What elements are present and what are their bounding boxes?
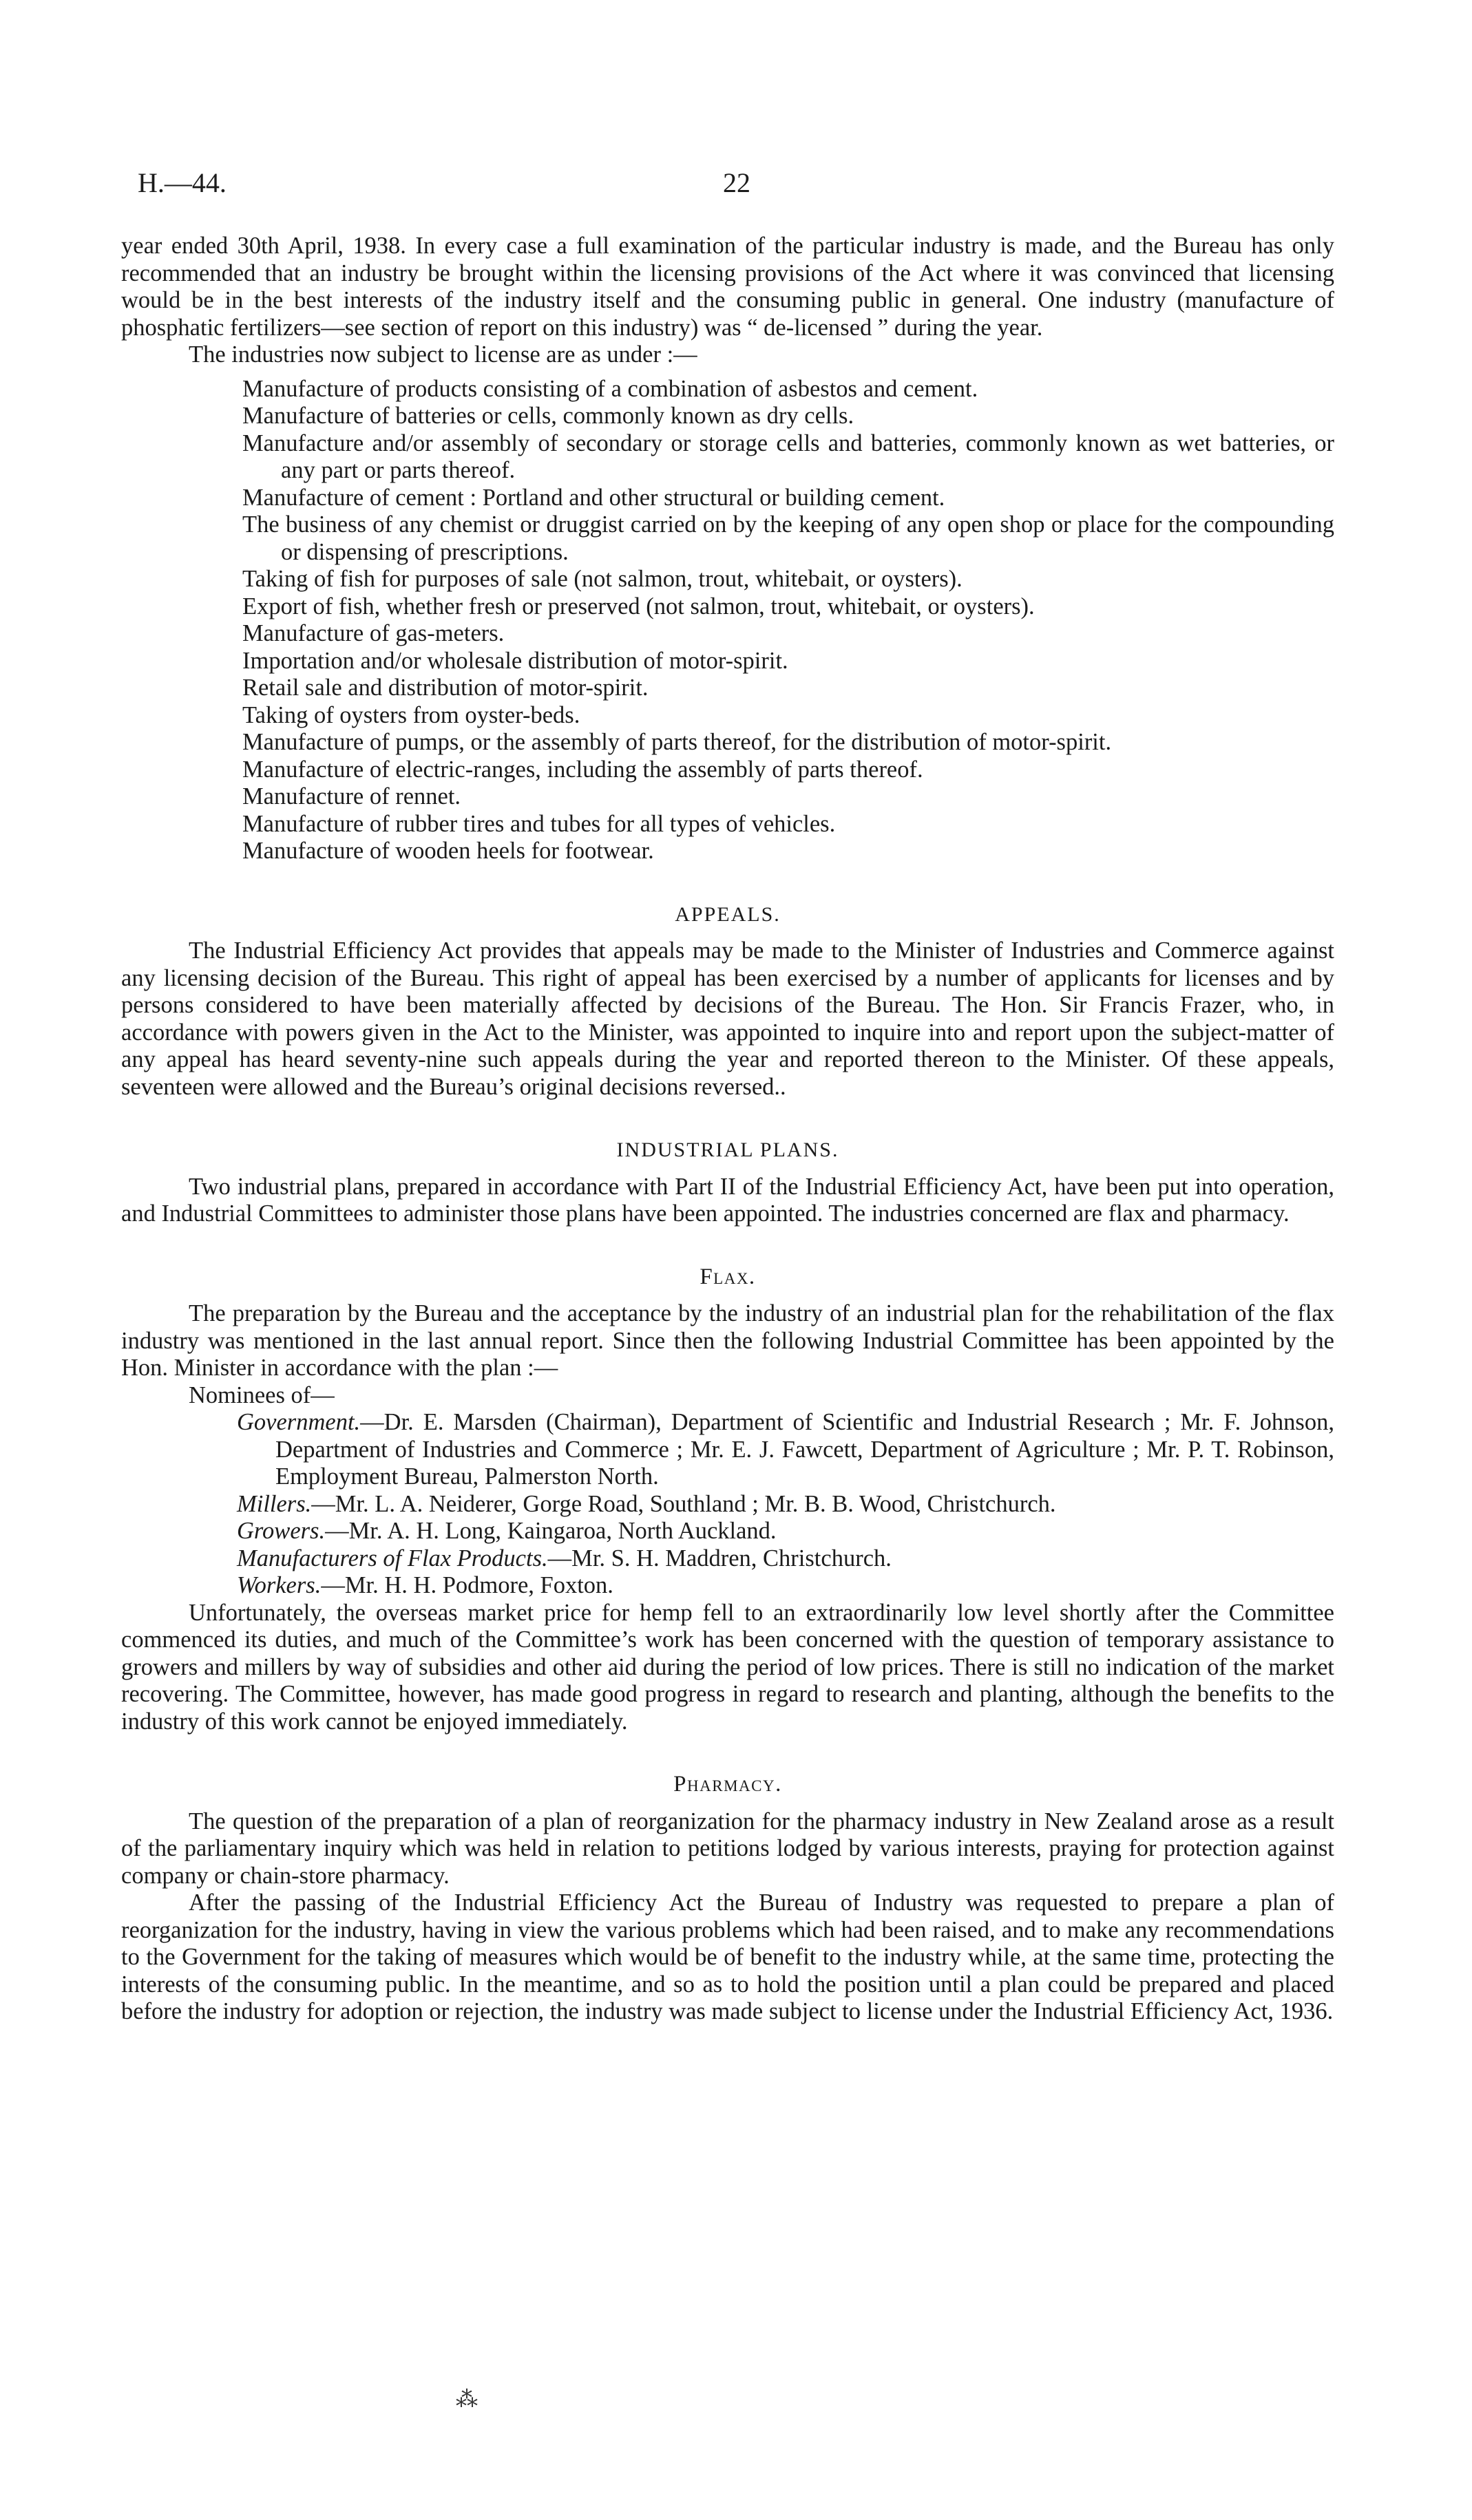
list-item: Manufacture of gas-meters. xyxy=(242,620,505,646)
nominee-role: Workers. xyxy=(237,1572,322,1598)
nominee-entry xyxy=(237,1545,1334,1573)
list-item: Manufacture of wooden heels for footwear. xyxy=(242,838,654,864)
pharmacy-heading: Pharmacy. xyxy=(673,1772,782,1797)
appeals-paragraph: The Industrial Efficiency Act provides that appeals may be made to the Minister of Industries and Commerce against any licensing decision of the Bureau. This right of appeal has been exercised by a number of applicants for licenses and by persons considered to have been materially affected by decisions of the Bureau. The Hon. Sir Francis Frazer, who, in accordance with powers given in the Act to the Minister, was appointed to inquire into and report upon the subject-matter of any appeal has heard seventy-nine such appeals during the year and reported thereon to the Minister. Of these appeals, seventeen were allowed and the Bureau’s original decisions reversed.. xyxy=(121,938,1334,1100)
nominee-role: Millers. xyxy=(237,1490,312,1517)
printer-mark: ⁂ xyxy=(456,2386,478,2411)
nominee-entry xyxy=(237,1518,1334,1545)
flax-heading: Flax. xyxy=(700,1264,756,1289)
appeals-heading: APPEALS. xyxy=(675,902,781,926)
list-item: Retail sale and distribution of motor-spirit. xyxy=(242,675,649,701)
intro-paragraph-1: year ended 30th April, 1938. In every case a full examination of the particular industry is made, and the Bureau has only recommended that an industry be brought within the licensing provisions of the Act where it was convinced that licensing would be in the best interests of the industry itself and the consuming public in general. One industry (manufacture of phosphatic fertilizers—see section of report on this industry) was “ de-licensed ” during the year. xyxy=(121,233,1334,341)
list-item: Manufacture of batteries or cells, commonly known as dry cells. xyxy=(242,403,854,429)
nominee-names: —Mr. S. H. Maddren, Christchurch. xyxy=(547,1545,892,1571)
list-item: Importation and/or wholesale distribution of motor-spirit. xyxy=(242,647,788,674)
page-body xyxy=(121,233,1334,2026)
flax-paragraph-1: The preparation by the Bureau and the acceptance by the industry of an industrial plan for the rehabilitation of the flax industry was mentioned in the last annual report. Since then the following Industrial Committee has been appointed by the Hon. Minister in accordance with the plan :— xyxy=(121,1300,1334,1381)
nominee-names: —Dr. E. Marsden (Chairman), Department of Scientific and Industrial Research ; Mr. F. Johnson, Department of Industries and Commerce ; Mr. E. J. Fawcett, Department of Agriculture ; Mr. P. T. Robinson, Employment Bureau, Palmerston North. xyxy=(275,1409,1334,1490)
list-item: Manufacture of cement : Portland and other structural or building cement. xyxy=(242,484,945,511)
list-item: Manufacture of electric-ranges, including the assembly of parts thereof. xyxy=(242,756,923,783)
list-item: Manufacture of pumps, or the assembly of parts thereof, for the distribution of motor-spirit. xyxy=(242,729,1112,755)
intro-paragraph-2: The industries now subject to license are as under :— xyxy=(189,341,697,368)
industrial-plans-paragraph: Two industrial plans, prepared in accordance with Part II of the Industrial Efficiency Act, have been put into operation, and Industrial Committees to administer those plans have been appointed. The industries concerned are flax and pharmacy. xyxy=(121,1173,1334,1227)
nominee-role: Manufacturers of Flax Products. xyxy=(237,1545,548,1571)
flax-paragraph-2: Unfortunately, the overseas market price for hemp fell to an extraordinarily low level shortly after the Committee commenced its duties, and much of the Committee’s work has been concerned with the question of temporary assistance to growers and millers by way of subsidies and other aid during the period of low prices. There is still no indication of the market recovering. The Committee, however, has made good progress in regard to research and planting, although the benefits to the industry of this work cannot be enjoyed immediately. xyxy=(121,1599,1334,1735)
licensed-industries-list xyxy=(242,376,1334,865)
page-header xyxy=(138,167,1336,208)
list-item: Manufacture of rennet. xyxy=(242,783,461,809)
document-reference: H.—44. xyxy=(138,167,227,198)
page-number: 22 xyxy=(723,167,750,198)
list-item: Taking of fish for purposes of sale (not salmon, trout, whitebait, or oysters). xyxy=(242,566,963,592)
nominee-names: —Mr. A. H. Long, Kaingaroa, North Auckland. xyxy=(325,1518,777,1544)
nominee-entry xyxy=(237,1572,1334,1600)
nominees-list xyxy=(237,1409,1334,1600)
list-item: Manufacture of rubber tires and tubes for all types of vehicles. xyxy=(242,810,836,837)
list-item: Manufacture and/or assembly of secondary or storage cells and batteries, commonly known as wet batteries, or any part or parts thereof. xyxy=(242,430,1334,483)
nominee-entry xyxy=(237,1409,1334,1491)
nominee-names: —Mr. H. H. Podmore, Foxton. xyxy=(321,1572,613,1598)
industrial-plans-heading: INDUSTRIAL PLANS. xyxy=(616,1139,839,1161)
nominee-names: —Mr. L. A. Neiderer, Gorge Road, Southland ; Mr. B. B. Wood, Christchurch. xyxy=(311,1490,1056,1517)
pharmacy-paragraph-2: After the passing of the Industrial Efficiency Act the Bureau of Industry was requested to prepare a plan of reorganization for the industry, having in view the various problems which had been raised, and to make any recommendations to the Government for the taking of measures which would be of benefit to the industry while, at the same time, protecting the interests of the consuming public. In the meantime, and so as to hold the position until a plan could be prepared and placed before the industry for adoption or rejection, the industry was made subject to license under the Industrial Efficiency Act, 1936. xyxy=(121,1889,1334,2024)
list-item: The business of any chemist or druggist carried on by the keeping of any open shop or place for the compounding or dispensing of prescriptions. xyxy=(242,511,1334,565)
list-item: Taking of oysters from oyster-beds. xyxy=(242,701,580,728)
list-item: Manufacture of products consisting of a combination of asbestos and cement. xyxy=(242,375,978,402)
list-item: Export of fish, whether fresh or preserved (not salmon, trout, whitebait, or oysters). xyxy=(242,593,1035,620)
nominee-entry xyxy=(237,1491,1334,1518)
nominee-role: Growers. xyxy=(237,1518,326,1544)
nominees-label: Nominees of— xyxy=(189,1381,335,1408)
nominee-role: Government. xyxy=(237,1409,361,1435)
pharmacy-paragraph-1: The question of the preparation of a plan of reorganization for the pharmacy industry in New Zealand arose as a result of the parliamentary inquiry which was held in relation to petitions lodged by various interests, praying for protection against company or chain-store pharmacy. xyxy=(121,1808,1334,1889)
